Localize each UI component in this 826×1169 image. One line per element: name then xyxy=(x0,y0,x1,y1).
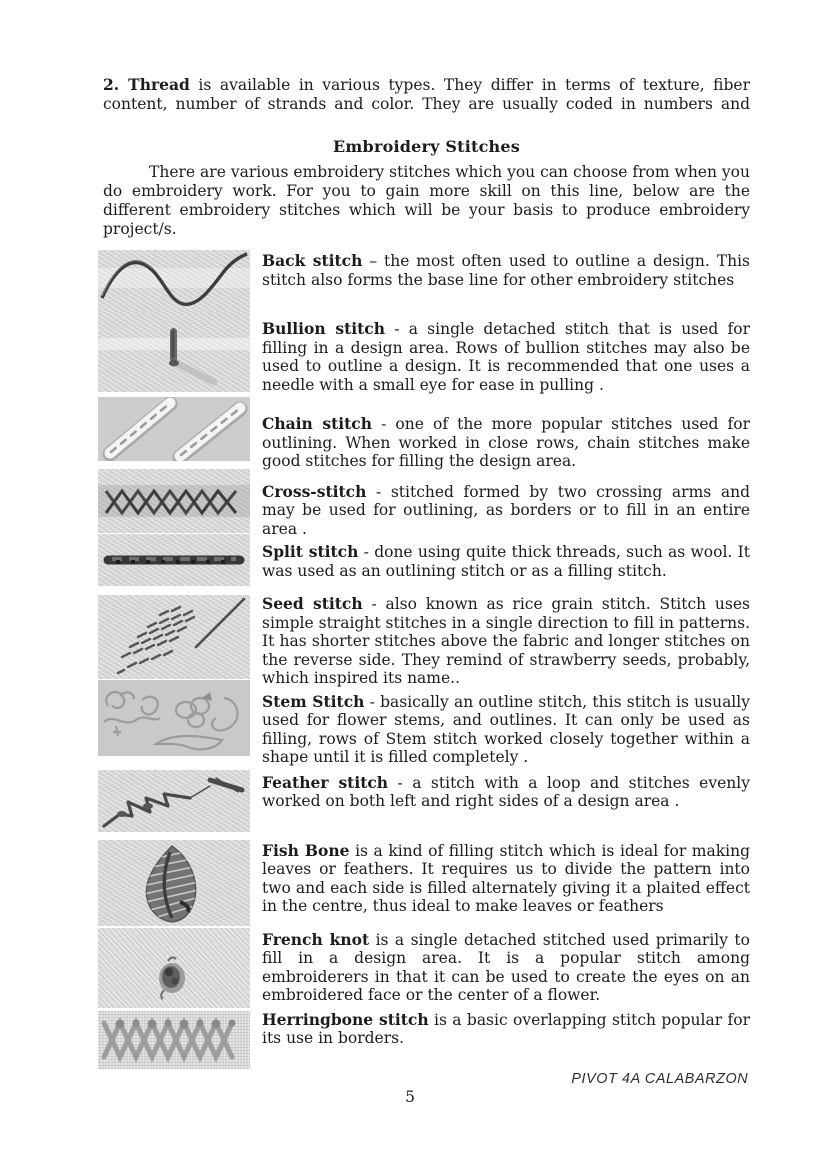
description: is a single detached stitched used primarily to fill in a design area. It is a popular stitch among embroiderers in that it can be used to create the eyes on an embroidered face or the center of a flower. xyxy=(262,930,750,1004)
list-item-cross-stitch xyxy=(98,469,750,539)
description: – the most often used to outline a design. This stitch also forms the base line for other embroidery stitches xyxy=(262,252,750,289)
thread-paragraph-lead: 2. Thread xyxy=(103,75,190,94)
list-item-french-knot xyxy=(98,928,750,1008)
herringbone-stitch-text xyxy=(262,1011,750,1048)
term: Herringbone stitch xyxy=(262,1009,429,1029)
term: Back stitch xyxy=(262,251,363,270)
list-item-back-stitch xyxy=(98,250,750,312)
cross-stitch-x-row-icon xyxy=(98,469,250,533)
description: - a single detached stitch that is used for filling in a design area. Rows of bullion stitches may also be used to outline a design. It is recommended that one uses a needle with a small eye for ease in pulling . xyxy=(262,320,750,394)
list-item-fish-bone-stitch xyxy=(98,840,750,926)
fish-bone-stitch-text xyxy=(262,840,750,916)
stem-stitch-floral-icon xyxy=(98,680,250,756)
seed-stitch-dashes-icon xyxy=(98,595,250,679)
term: Stem Stitch xyxy=(262,691,365,711)
bullion-stitch-knot-icon xyxy=(98,312,250,392)
description: - stitched formed by two crossing arms and may be used for outlining, as borders or to fill in an entire area . xyxy=(262,482,750,538)
bullion-stitch-image xyxy=(98,312,250,392)
stem-stitch-image xyxy=(98,680,250,756)
term: Fish Bone xyxy=(262,840,350,860)
description: - also known as rice grain stitch. Stitch uses simple straight stitches in a single direction to fill in patterns. It has shorter stitches above the fabric and longer stitches on the reverse side. They remind of strawberry seeds, probably, which inspired its name.. xyxy=(262,595,750,687)
french-knot-text xyxy=(262,928,750,1005)
list-item-split-stitch xyxy=(98,534,750,586)
stitch-list xyxy=(98,250,750,1069)
term: Feather stitch xyxy=(262,772,389,792)
list-item-chain-stitch xyxy=(98,397,750,471)
term: Bullion stitch xyxy=(262,319,385,338)
list-item-bullion-stitch xyxy=(98,312,750,394)
description: - basically an outline stitch, this stitch is usually used for flower stems, and outlines. It can only be used as filling, rows of Stem stitch worked closely together within a shape until it is filled completely . xyxy=(262,692,750,766)
french-knot-icon xyxy=(98,928,250,1008)
term: Split stitch xyxy=(262,542,359,561)
term: Cross-stitch xyxy=(262,481,367,501)
section-title: Embroidery Stitches xyxy=(333,137,520,156)
stem-stitch-text xyxy=(262,680,750,767)
description: - done using quite thick threads, such as wool. It was used as an outlining stitch or as a filling stitch. xyxy=(262,543,750,580)
french-knot-image xyxy=(98,928,250,1008)
list-item-feather-stitch xyxy=(98,770,750,832)
term: Chain stitch xyxy=(262,414,372,433)
chain-stitch-text xyxy=(262,397,750,471)
list-item-seed-stitch xyxy=(98,595,750,688)
description: is a kind of filling stitch which is ideal for making leaves or feathers. It requires us to divide the pattern into two and each side is filled alternately giving it a plaited effect in the centre, thus ideal to make leaves or feathers xyxy=(262,841,750,915)
description: - one of the more popular stitches used for outlining. When worked in close rows, chain stitches make good stitches for filling the design area. xyxy=(262,415,750,470)
seed-stitch-text xyxy=(262,595,750,688)
back-stitch-text xyxy=(262,250,750,289)
list-item-stem-stitch xyxy=(98,680,750,767)
chain-stitch-image xyxy=(98,397,250,461)
feather-stitch-text xyxy=(262,770,750,811)
section-intro: There are various embroidery stitches which you can choose from when you do embroidery work. For you to gain more skill on this line, below are the different embroidery stitches which will be your basis to produce embroidery project/s. xyxy=(103,163,750,238)
description: - a stitch with a loop and stitches evenly worked on both left and right sides of a design area . xyxy=(262,773,750,810)
footer-brand: PIVOT 4A CALABARZON xyxy=(571,1070,748,1087)
split-stitch-line-icon xyxy=(98,534,250,586)
back-stitch-image xyxy=(98,250,250,312)
chain-stitch-bands-icon xyxy=(98,397,250,461)
herringbone-stitch-image xyxy=(98,1011,250,1069)
fish-bone-stitch-image xyxy=(98,840,250,926)
list-item-herringbone-stitch xyxy=(98,1011,750,1069)
description: is a basic overlapping stitch popular for its use in borders. xyxy=(262,1010,750,1047)
thread-paragraph xyxy=(103,75,750,114)
herringbone-lattice-icon xyxy=(98,1011,250,1069)
feather-stitch-image xyxy=(98,770,250,832)
seed-stitch-image xyxy=(98,595,250,679)
thread-paragraph-text: is available in various types. They differ in terms of texture, fiber content, number of strands and color. They are usually coded in numbers and xyxy=(103,76,750,113)
fish-bone-leaf-icon xyxy=(98,840,250,926)
page-number: 5 xyxy=(405,1088,415,1106)
feather-stitch-branch-icon xyxy=(98,770,250,832)
split-stitch-text xyxy=(262,534,750,580)
bullion-stitch-text xyxy=(262,312,750,394)
split-stitch-image xyxy=(98,534,250,586)
cross-stitch-text xyxy=(262,469,750,539)
term: French knot xyxy=(262,929,370,949)
back-stitch-wave-icon xyxy=(98,250,250,312)
term: Seed stitch xyxy=(262,594,363,613)
cross-stitch-image xyxy=(98,469,250,533)
